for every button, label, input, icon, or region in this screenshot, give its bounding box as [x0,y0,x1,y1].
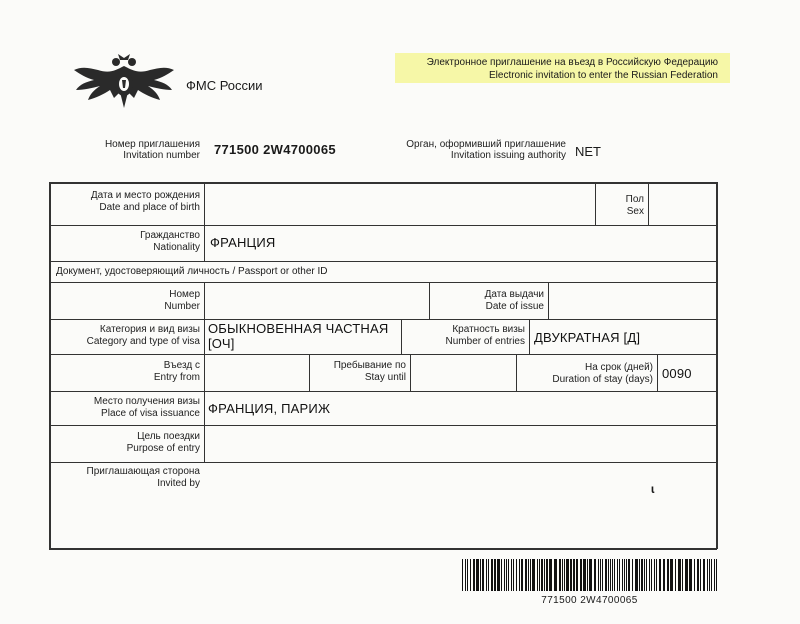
grid-line [204,282,205,462]
purpose-label-ru: Цель поездки [137,431,200,442]
grid-line [49,391,717,392]
invitation-number-label-ru: Номер приглашения [104,139,200,150]
grid-line [49,225,717,226]
passport-number-label-en: Number [164,301,200,312]
date-of-issue-label-ru: Дата выдачи [484,289,544,300]
grid-line [429,282,430,319]
duration-label-en: Duration of stay (days) [552,374,653,385]
grid-line [529,319,530,354]
document-title-en: Electronic invitation to enter the Russian Federation [488,70,718,81]
stay-until-label-en: Stay until [364,372,406,383]
visa-category-label-en: Category and type of visa [86,336,200,347]
document-section-label: Документ, удостоверяющий личность / Passport or other ID [56,266,328,277]
grid-line [49,282,717,283]
date-of-issue-label-en: Date of issue [485,301,544,312]
stay-until-label-ru: Пребывание по [333,360,406,371]
grid-line [49,319,717,320]
grid-line [410,354,411,391]
grid-line [401,319,402,354]
purpose-label-en: Purpose of entry [126,443,200,454]
entries-label-en: Number of entries [445,336,525,347]
grid-line [648,182,649,225]
grid-line [516,354,517,391]
nationality-value: ФРАНЦИЯ [210,235,276,250]
visa-issuance-label-ru: Место получения визы [93,396,200,407]
entries-value: ДВУКРАТНАЯ [Д] [534,330,641,345]
visa-issuance-value: ФРАНЦИЯ, ПАРИЖ [208,401,331,416]
grid-line [49,354,717,355]
birth-label-en: Date and place of birth [99,202,200,213]
duration-value: 0090 [662,366,692,381]
invited-by-label-en: Invited by [157,478,200,489]
grid-line [595,182,596,225]
issuing-authority-label-en: Invitation issuing authority [450,150,566,161]
visa-category-value-line1: ОБЫКНОВЕННАЯ ЧАСТНАЯ [208,321,389,336]
grid-line [716,182,718,549]
grid-line [49,182,51,549]
document-title-ru: Электронное приглашение на въезд в Российскую Федерацию [426,57,718,68]
entry-from-label-en: Entry from [153,372,200,383]
grid-line [49,182,717,184]
birth-label-ru: Дата и место рождения [90,190,200,201]
issuing-authority-value: NET [575,144,601,159]
issuing-authority-label-ru: Орган, оформивший приглашение [406,139,566,150]
barcode-number: 771500 2W4700065 [541,595,638,606]
grid-line [548,282,549,319]
grid-line [204,182,205,261]
entry-from-label-ru: Въезд с [163,360,200,371]
passport-number-label-ru: Номер [169,289,200,300]
grid-line [49,462,717,463]
grid-line [49,548,717,550]
visa-category-value-line2: [ОЧ] [208,336,235,351]
sex-label-ru: Пол [625,194,644,205]
nationality-label-en: Nationality [153,242,200,253]
grid-line [657,354,658,391]
barcode-icon [462,559,717,591]
grid-line [49,425,717,426]
sex-label-en: Sex [626,206,644,217]
duration-label-ru: На срок (дней) [584,362,653,373]
nationality-label-ru: Гражданство [140,230,200,241]
entries-label-ru: Кратность визы [452,324,525,335]
invitation-number-value: 771500 2W4700065 [214,142,336,157]
agency-name: ФМС России [186,78,263,93]
visa-issuance-label-en: Place of visa issuance [101,408,200,419]
grid-line [309,354,310,391]
invitation-number-label-en: Invitation number [123,150,200,161]
grid-line [49,261,717,262]
visa-category-label-ru: Категория и вид визы [99,324,200,335]
ink-mark-icon: ɩ [651,482,655,496]
invited-by-label-ru: Приглашающая сторона [86,466,200,477]
